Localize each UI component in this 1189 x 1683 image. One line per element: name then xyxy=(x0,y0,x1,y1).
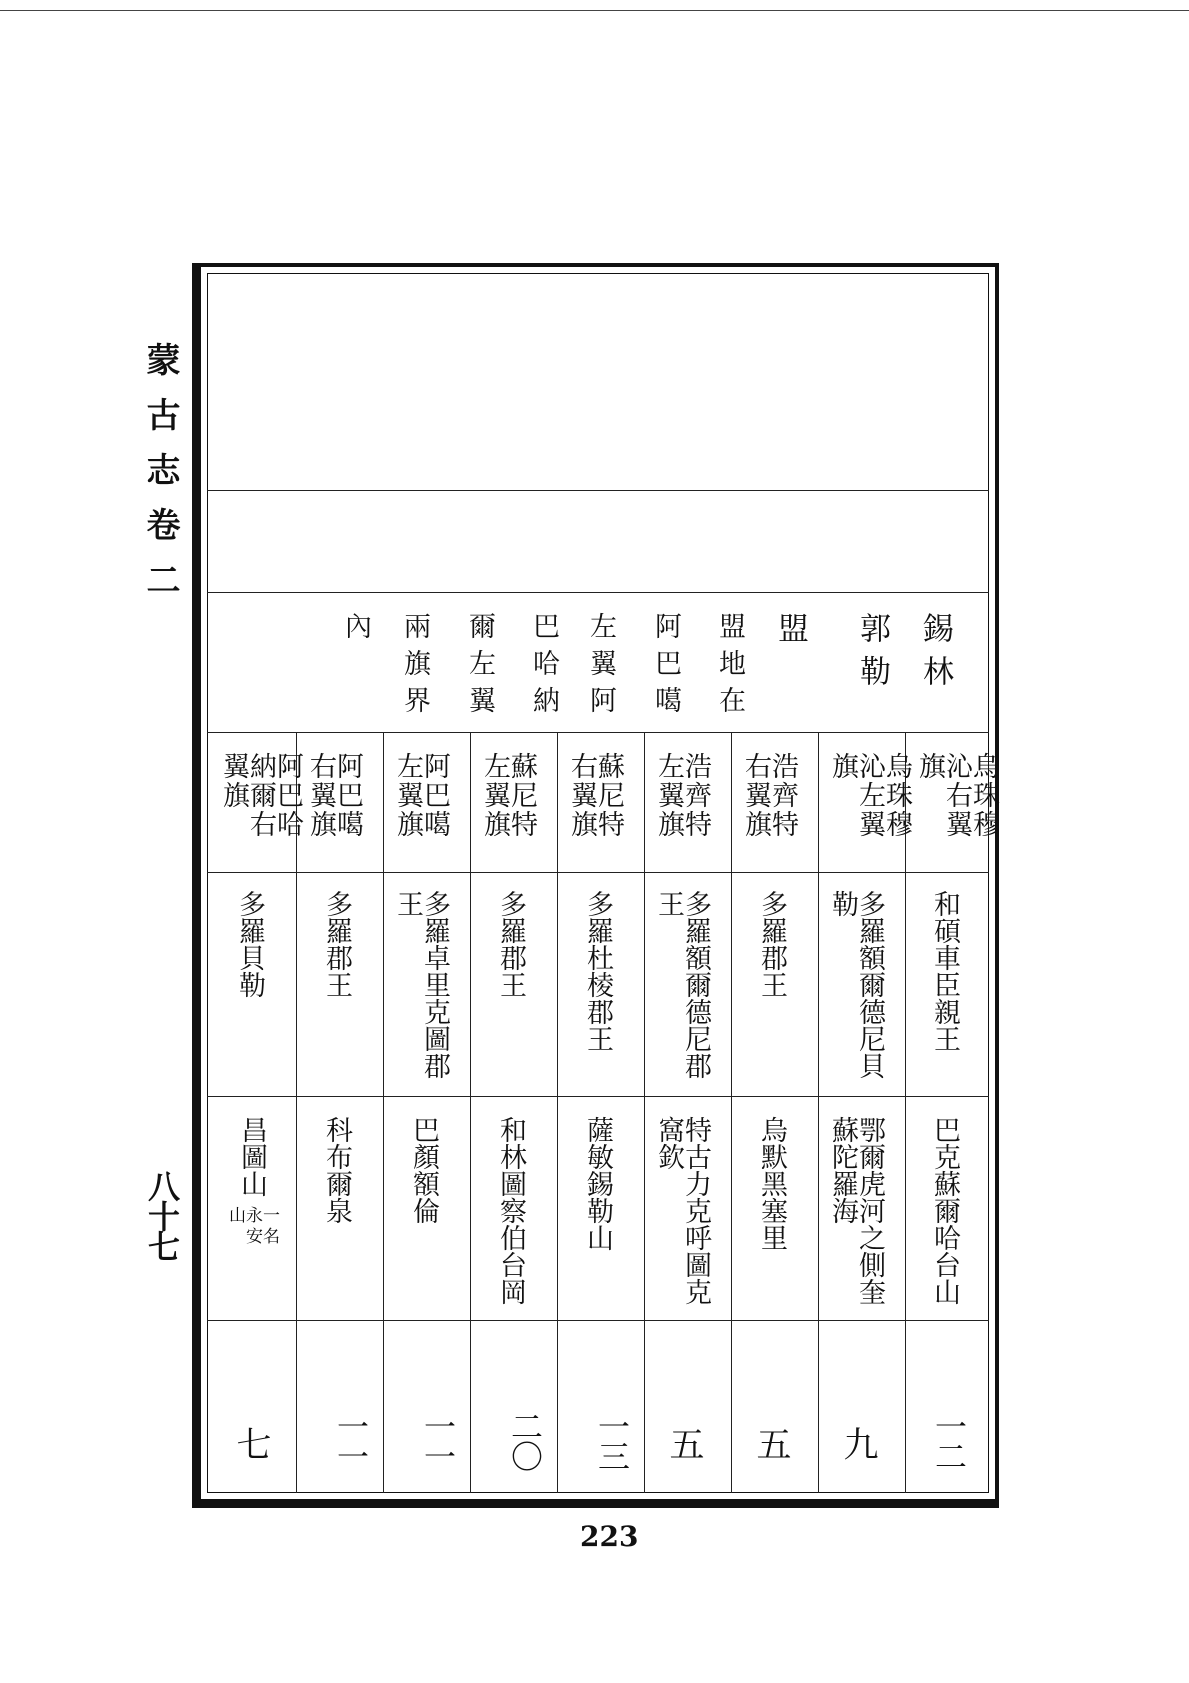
running-head: 蒙古志卷二 xyxy=(140,342,180,617)
side-page-label: 八十七 xyxy=(143,1170,181,1260)
page-number: 223 xyxy=(580,1520,639,1553)
count-value: 七 xyxy=(236,1426,272,1466)
banner-name: 蘇尼特右翼旗 xyxy=(566,752,624,839)
noble-title: 多羅卓里克圖郡王 xyxy=(392,890,450,1079)
residence-place: 烏默黑塞里 xyxy=(756,1116,787,1251)
banner-name: 烏珠穆沁右翼旗 xyxy=(914,752,999,839)
column-divider xyxy=(470,732,471,1493)
header-column: 爾左翼 xyxy=(464,612,495,723)
column-divider xyxy=(557,732,558,1493)
banner-name: 浩齊特右翼旗 xyxy=(740,752,798,839)
noble-title: 多羅杜棱郡王 xyxy=(582,890,613,1052)
banner-name: 阿巴噶左翼旗 xyxy=(392,752,450,839)
count-value: 五 xyxy=(756,1426,792,1466)
count-value: 五 xyxy=(669,1426,705,1466)
header-rule-3 xyxy=(207,732,989,733)
residence-place: 鄂爾虎河之側奎蘇陀羅海 xyxy=(827,1116,885,1305)
header-column: 兩旗界 xyxy=(399,612,430,723)
banner-name: 浩齊特左翼旗 xyxy=(653,752,711,839)
banner-name: 阿巴噶右翼旗 xyxy=(305,752,363,839)
residence-place: 昌圖山 xyxy=(236,1116,267,1197)
noble-title: 多羅額爾德尼郡王 xyxy=(653,890,711,1079)
header-rule-1 xyxy=(207,490,989,491)
residence-place: 薩敏錫勒山 xyxy=(582,1116,613,1251)
count-value: 一二 xyxy=(930,1410,968,1470)
noble-title: 多羅郡王 xyxy=(756,890,787,998)
count-value: 九 xyxy=(843,1426,879,1466)
place-note: 一名永安山 xyxy=(225,1206,279,1248)
header-rule-2 xyxy=(207,592,989,593)
column-divider xyxy=(818,732,819,1493)
row-rule-banner xyxy=(207,872,989,873)
noble-title: 多羅郡王 xyxy=(495,890,526,998)
header-column: 盟地在 xyxy=(714,612,745,723)
banner-name: 阿巴哈納爾右翼旗 xyxy=(218,752,303,839)
residence-place: 特古力克呼圖克窩欽 xyxy=(653,1116,711,1305)
residence-place: 巴克蘇爾哈台山 xyxy=(929,1116,960,1305)
column-divider xyxy=(383,732,384,1493)
banner-name: 烏珠穆沁左翼旗 xyxy=(827,752,912,839)
header-column: 阿巴噶 xyxy=(650,612,681,723)
residence-place: 和林圖察伯台岡 xyxy=(495,1116,526,1305)
noble-title: 和碩車臣親王 xyxy=(929,890,960,1052)
count-value: 一一 xyxy=(332,1410,370,1470)
page-top-rule xyxy=(0,10,1189,11)
header-column: 盟 xyxy=(772,612,808,655)
column-divider xyxy=(644,732,645,1493)
count-value: 一三 xyxy=(593,1410,631,1470)
residence-place: 巴顏額倫 xyxy=(408,1116,439,1224)
banner-name: 蘇尼特左翼旗 xyxy=(479,752,537,839)
count-value: 二〇 xyxy=(506,1410,544,1470)
row-rule-place xyxy=(207,1320,989,1321)
column-divider xyxy=(731,732,732,1493)
header-column: 巴哈納 xyxy=(528,612,559,723)
noble-title: 多羅額爾德尼貝勒 xyxy=(827,890,885,1079)
row-rule-title xyxy=(207,1096,989,1097)
header-column: 錫林 xyxy=(917,612,953,698)
header-column: 左翼阿 xyxy=(585,612,616,723)
noble-title: 多羅貝勒 xyxy=(234,890,265,998)
count-value: 一一 xyxy=(419,1410,457,1470)
residence-place: 科布爾泉 xyxy=(321,1116,352,1224)
frame-shadow-bottom xyxy=(192,1503,999,1508)
noble-title: 多羅郡王 xyxy=(321,890,352,998)
header-column: 內 xyxy=(340,612,371,649)
header-column: 郭勒 xyxy=(854,612,890,698)
